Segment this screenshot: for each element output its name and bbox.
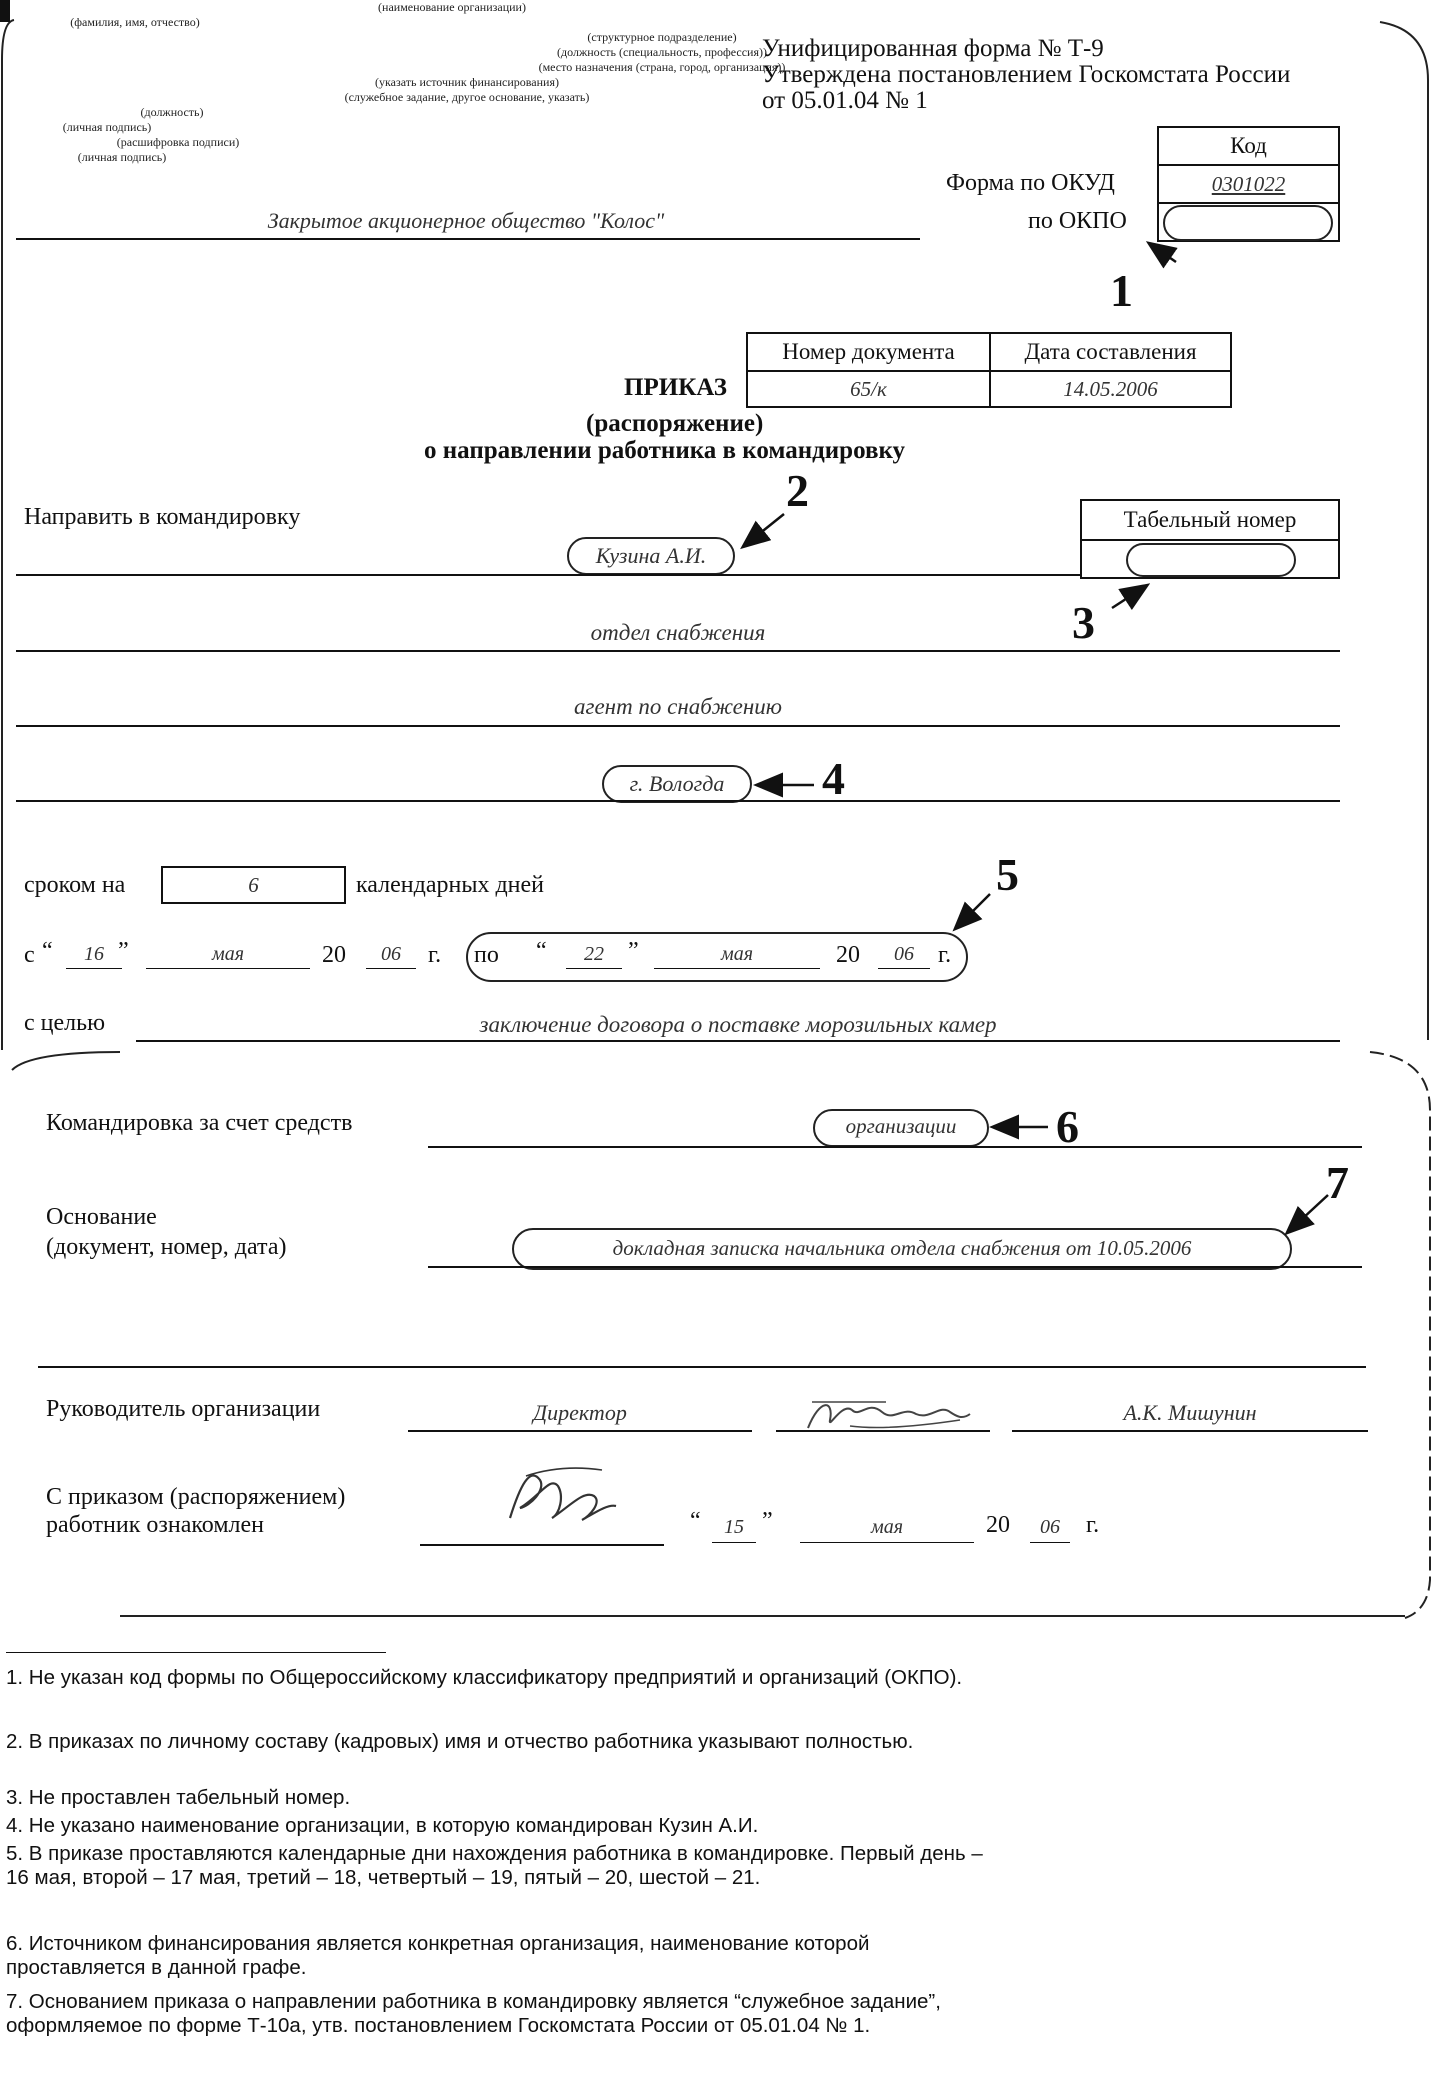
form-number: Унифицированная форма № Т-9 (762, 35, 1104, 62)
okpo-label: по ОКПО (1028, 208, 1127, 234)
department-caption: (структурное подразделение) (587, 30, 737, 44)
basis-sublabel: (документ, номер, дата) (46, 1234, 287, 1260)
employee-name: Кузина А.И. (595, 543, 707, 568)
marker-4: 4 (822, 753, 845, 804)
position-caption: (должность (специальность, профессия)) (557, 45, 767, 59)
destination-caption: (место назначения (страна, город, организация)) (538, 60, 786, 74)
from-g: г. (428, 942, 442, 968)
to-year: 06 (894, 943, 914, 965)
manager-position: Директор (533, 1400, 627, 1425)
term-days: 6 (248, 872, 259, 897)
funding-label: Командировка за счет средств (46, 1110, 353, 1136)
purpose-value: заключение договора о поставке морозильных камер (479, 1012, 997, 1037)
arrow-5 (956, 894, 990, 928)
arrow-1 (1150, 244, 1176, 262)
note-6: 6. Источником финансирования является конкретная организация, наименование которой проставляется в данной графе. (6, 1932, 870, 1979)
marker-2: 2 (786, 465, 809, 516)
note-5: 5. В приказе проставляются календарные дни нахождения работника в командировке. Первый день – 16 мая, второй – 17 мая, третий – 18, четвертый – 19, пятый – 20, шестой – 21. (6, 1842, 983, 1889)
arrow-7 (1288, 1195, 1328, 1232)
okud-value: 0301022 (1211, 171, 1286, 196)
to-day: 22 (584, 943, 604, 965)
to-quote-close: ” (628, 938, 639, 964)
employee-name-caption: (фамилия, имя, отчество) (70, 15, 200, 29)
note-1: 1. Не указан код формы по Общероссийскому классификатору предприятий и организаций (ОКПО). (6, 1666, 963, 1689)
manager-signature-caption: (личная подпись) (62, 120, 152, 134)
funding-caption: (указать источник финансирования) (375, 75, 559, 89)
ack-quote-open: “ (690, 1508, 701, 1534)
ack-quote-close: ” (762, 1508, 773, 1534)
doc-number: 65/к (850, 376, 887, 401)
ack-label: С приказом (распоряжением) (46, 1484, 346, 1510)
note-7: 7. Основанием приказа о направлении работника в командировку является “служебное задание”, оформляемое по форме Т-10а, утв. постановлением Госкомстата России от 05.01.04 № 1. (6, 1990, 941, 2037)
from-month: мая (211, 943, 245, 965)
order-subject: о направлении работника в командировку (424, 437, 905, 464)
note-4: 4. Не указано наименование организации, в которую командирован Кузин А.И. (6, 1814, 759, 1837)
purpose-label: с целью (24, 1010, 105, 1036)
from-year: 06 (381, 943, 401, 965)
from-day: 16 (84, 943, 104, 965)
tab-number-header: Табельный номер (1080, 499, 1340, 541)
ack-signature-caption: (личная подпись) (77, 150, 167, 164)
funding-value: организации (845, 1114, 957, 1138)
from-quote-open: “ (42, 938, 53, 964)
doc-date-header: Дата составления (989, 332, 1232, 372)
order-title: ПРИКАЗ (624, 374, 727, 401)
term-suffix: календарных дней (356, 872, 545, 898)
arrow-3 (1112, 586, 1146, 608)
approval-date: от 05.01.04 № 1 (762, 87, 928, 114)
okud-label: Форма по ОКУД (946, 170, 1115, 196)
basis-label: Основание (46, 1204, 157, 1230)
from-label: с (24, 942, 35, 968)
doc-date: 14.05.2006 (1063, 376, 1158, 401)
destination: г. Вологда (629, 771, 725, 796)
basis-value: докладная записка начальника отдела снабжения от 10.05.2006 (612, 1236, 1192, 1260)
ack-g: г. (1086, 1512, 1100, 1538)
marker-5: 5 (996, 849, 1019, 900)
manager-name-caption: (расшифровка подписи) (116, 135, 240, 149)
to-century: 20 (836, 942, 860, 968)
note-3: 3. Не проставлен табельный номер. (6, 1786, 351, 1809)
ack-month: мая (870, 1516, 904, 1538)
marker-7: 7 (1326, 1157, 1349, 1208)
code-header: Код (1157, 126, 1340, 166)
manager-name: А.К. Мишунин (1123, 1400, 1257, 1425)
manager-label: Руководитель организации (46, 1396, 321, 1422)
marker-1: 1 (1110, 265, 1133, 316)
organization-name: Закрытое акционерное общество "Колос" (267, 208, 665, 233)
to-label: по (474, 942, 499, 968)
order-subtitle: (распоряжение) (586, 410, 764, 437)
basis-caption: (служебное задание, другое основание, указать) (344, 90, 590, 104)
marker-3: 3 (1072, 597, 1095, 648)
to-quote-open: “ (536, 938, 547, 964)
term-prefix: сроком на (24, 872, 126, 898)
ack-sublabel: работник ознакомлен (46, 1512, 265, 1538)
approval-line: Утверждена постановлением Госкомстата России (762, 61, 1291, 88)
arrow-2 (744, 514, 784, 546)
manager-position-caption: (должность) (140, 105, 204, 119)
direct-label: Направить в командировку (24, 504, 301, 530)
organization-caption: (наименование организации) (378, 0, 526, 14)
from-quote-close: ” (118, 938, 129, 964)
to-month: мая (720, 943, 754, 965)
ack-year: 06 (1040, 1516, 1060, 1538)
doc-number-header: Номер документа (746, 332, 991, 372)
footnote-separator (6, 1652, 386, 1653)
note-2: 2. В приказах по личному составу (кадровых) имя и отчество работника указывают полностью. (6, 1730, 914, 1753)
ack-century: 20 (986, 1512, 1010, 1538)
to-g: г. (938, 942, 952, 968)
from-century: 20 (322, 942, 346, 968)
position: агент по снабжению (573, 694, 782, 719)
ack-day: 15 (724, 1516, 744, 1538)
marker-6: 6 (1056, 1101, 1079, 1152)
department: отдел снабжения (590, 620, 766, 645)
